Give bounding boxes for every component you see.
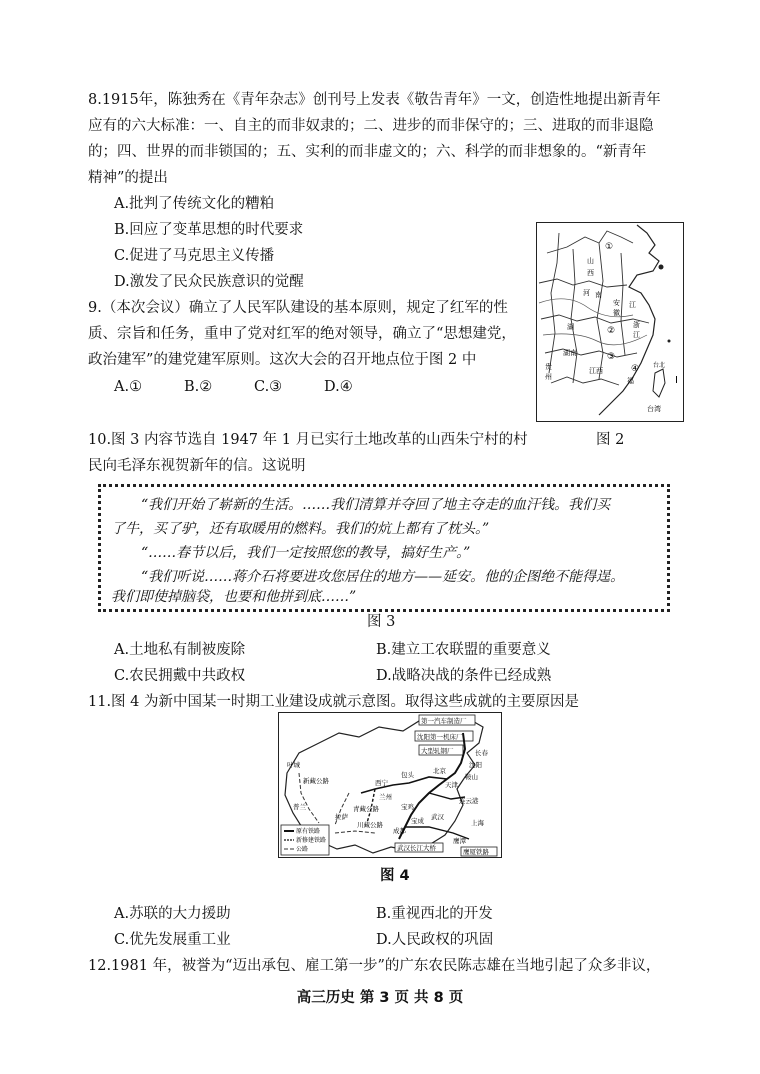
q10-stem-line1: 10.图 3 内容节选自 1947 年 1 月已实行土地改革的山西朱宁村的村 — [88, 432, 528, 448]
city-chengdu: 成都 — [393, 827, 406, 835]
route-qingzang: 青藏公路 — [353, 805, 379, 813]
q9-stem-line1: 9.（本次会议）确立了人民军队建设的基本原则，规定了红军的性 — [88, 300, 508, 316]
map2-label-jiang2: 江 — [633, 331, 640, 339]
q11-option-d: D.人民政权的巩固 — [376, 932, 494, 948]
map2-label-nan: 南 — [595, 291, 602, 299]
map2-marker-I: Ⅰ — [675, 375, 678, 386]
quote-line1: “我们开始了崭新的生活。……我们清算并夺回了地主夺走的血汗钱。我们买 — [141, 497, 611, 513]
figure3-letter-box — [98, 484, 670, 612]
city-baotou: 包头 — [401, 771, 414, 779]
route-chuanzang: 川藏公路 — [357, 821, 383, 829]
quote-line3: “……春节以后，我们一定按照您的教导，搞好生产。” — [141, 545, 471, 561]
quote-line4: “我们听说……蒋介石将要进攻您居住的地方——延安。他的企图绝不能得逞。 — [141, 569, 625, 585]
q11-option-a: A.苏联的大力援助 — [114, 906, 231, 922]
route-wuhan-bridge: 武汉长江大桥 — [397, 844, 436, 852]
city-beijing: 北京 — [433, 767, 446, 775]
legend-existing-railway: 原有铁路 — [296, 828, 321, 835]
city-baoji: 宝鸡 — [401, 803, 414, 811]
figure4-map-drawing — [279, 713, 501, 857]
figure2-map — [536, 222, 684, 422]
q11-option-c: C.优先发展重工业 — [114, 932, 231, 948]
city-lianyungang: 连云港 — [459, 797, 479, 805]
map2-taibei-label: 台北 — [653, 362, 666, 369]
q8-option-b: B.回应了变革思想的时代要求 — [114, 222, 304, 238]
city-anshan: 鞍山 — [465, 773, 478, 781]
city-tianjin: 天津 — [445, 781, 458, 789]
city-shanghai: 上海 — [471, 819, 484, 827]
map2-label-hu: 湖 — [567, 323, 574, 331]
city-xining: 西宁 — [375, 779, 388, 787]
q8-stem-line2: 应有的六大标准：一、自主的而非奴隶的；二、进步的而非保守的；三、进取的而非退隐 — [88, 118, 654, 134]
factory-label-rolling-mill: 大型轧钢厂 — [421, 747, 454, 755]
map2-marker-1: ① — [605, 242, 614, 252]
map2-label-zhou: 州 — [545, 373, 552, 381]
city-lasa: 拉萨 — [335, 813, 348, 821]
q9-option-d: D.④ — [324, 379, 353, 395]
map2-label-gui: 贵 — [545, 363, 552, 371]
legend-highway: 公路 — [296, 846, 309, 853]
map2-label-hunan: 湖南 — [563, 349, 577, 357]
q11-stem: 11.图 4 为新中国某一时期工业建设成就示意图。取得这些成就的主要原因是 — [88, 694, 580, 710]
map2-label-jiang: 江 — [629, 301, 636, 309]
map2-label-fu: 福 — [627, 377, 634, 385]
q8-stem-line4: 精神”的提出 — [88, 170, 168, 186]
city-shenyang: 沈阳 — [469, 761, 482, 769]
route-baocheng: 宝成 — [411, 817, 424, 825]
q10-option-d: D.战略决战的条件已经成熟 — [376, 668, 552, 684]
legend-new-railway: 新修建铁路 — [296, 837, 327, 844]
q10-option-c: C.农民拥戴中共政权 — [114, 668, 246, 684]
city-wuhan: 武汉 — [431, 813, 444, 821]
q9-option-b: B.② — [184, 379, 213, 395]
q9-option-a: A.① — [114, 379, 143, 395]
q8-option-c: C.促进了马克思主义传播 — [114, 248, 275, 264]
map2-marker-3: ③ — [607, 352, 616, 362]
map2-label-he: 河 — [583, 289, 590, 297]
route-xinzang: 新藏公路 — [303, 777, 329, 785]
figure4-caption: 图 4 — [380, 868, 410, 884]
q8-option-d: D.激发了民众民族意识的觉醒 — [114, 274, 304, 290]
map2-marker-2: ② — [607, 326, 616, 336]
q9-options — [114, 377, 394, 397]
figure2-caption: 图 2 — [596, 432, 625, 448]
q9-option-c: C.③ — [254, 379, 283, 395]
q10-stem-line2: 民向毛泽东视贺新年的信。这说明 — [88, 458, 306, 474]
city-lanzhou: 兰州 — [379, 793, 392, 801]
figure2-map-drawing — [537, 223, 683, 421]
city-pulan: 普兰 — [293, 803, 306, 811]
factory-label-shenyang: 沈阳第一机床厂 — [417, 733, 463, 741]
q8-stem-line1: 8.1915年，陈独秀在《青年杂志》创刊号上发表《敬告青年》一文，创造性地提出新青年 — [88, 92, 661, 108]
quote-line5: 我们即使掉脑袋，也要和他拼到底……” — [111, 589, 357, 605]
city-changchun: 长春 — [475, 749, 488, 757]
q8-stem-line3: 的；四、世界的而非锁国的；五、实利的而非虚文的；六、科学的而非想象的。“新青年 — [88, 144, 647, 160]
city-yingtan: 鹰潭 — [453, 837, 466, 845]
map2-label-jiangxi: 江西 — [589, 367, 603, 375]
q10-option-b: B.建立工农联盟的重要意义 — [376, 642, 551, 658]
city-yecheng: 叶城 — [287, 761, 300, 769]
map2-taiwan-label: 台湾 — [647, 405, 661, 413]
quote-line2: 了牛，买了驴，还有取暖用的燃料。我们的炕上都有了枕头。” — [111, 521, 490, 537]
page-footer: 高三历史 第 3 页 共 8 页 — [296, 990, 464, 1006]
map2-marker-4: ④ — [631, 364, 640, 374]
map2-label-hui: 徽 — [613, 309, 620, 317]
factory-label-faw: 第一汽车制造厂 — [421, 717, 467, 725]
map2-label-shan: 山 — [587, 257, 594, 265]
q11-option-b: B.重视西北的开发 — [376, 906, 493, 922]
route-yingxia-railway: 鹰厦铁路 — [463, 848, 489, 856]
q12-stem: 12.1981 年，被誉为“迈出承包、雇工第一步”的广东农民陈志雄在当地引起了众多非议， — [88, 958, 661, 974]
q9-stem-line2: 质、宗旨和任务，重申了党对红军的绝对领导，确立了“思想建党， — [88, 326, 516, 342]
map2-label-xi: 西 — [587, 269, 594, 277]
q9-stem-line3: 政治建军”的建党建军原则。这次大会的召开地点位于图 2 中 — [88, 352, 477, 368]
map2-label-an: 安 — [613, 299, 620, 307]
map2-label-zhe: 浙 — [633, 321, 640, 329]
figure3-caption: 图 3 — [367, 614, 396, 630]
q10-option-a: A.土地私有制被废除 — [114, 642, 246, 658]
figure4-map — [278, 712, 502, 858]
q8-option-a: A.批判了传统文化的糟粕 — [114, 196, 275, 212]
